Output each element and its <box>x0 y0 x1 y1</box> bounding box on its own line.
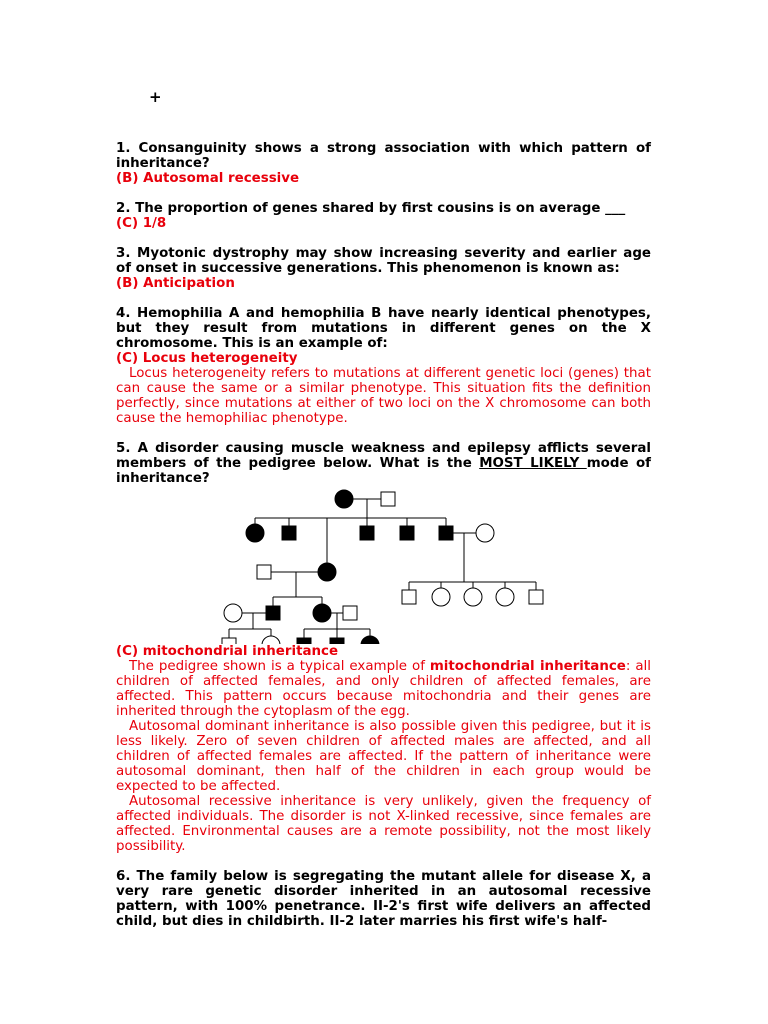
question-2: 2. The proportion of genes shared by first cousins is on average ___ <box>116 201 626 216</box>
pedigree-affected-male-II-3 <box>360 526 374 540</box>
pedigree-affected-male-II-2 <box>282 526 296 540</box>
pedigree-unaffected-male-I-2 <box>381 492 395 506</box>
question-1: 1. Consanguinity shows a strong association with which pattern of inheritance? <box>116 141 651 171</box>
answer-4: (C) Locus heterogeneity <box>116 351 298 366</box>
pedigree-unaffected-female-III-3 <box>432 588 450 606</box>
pedigree-unaffected-female-IV-spouse <box>224 604 242 622</box>
answer-3: (B) Anticipation <box>116 276 235 291</box>
explanation-5-para-2: Autosomal dominant inheritance is also possible given this pedigree, but it is less likely. Zero of seven children of affected males are affected, and all children of affected females are affected. If the pattern of inheritance were autosomal dominant, then half of the children in each group would be expected to be affected. <box>116 719 651 794</box>
question-5 <box>116 441 651 486</box>
explanation-5-text-a: The pedigree shown is a typical example of <box>129 659 430 674</box>
pedigree-unaffected-female-V-2 <box>262 636 280 644</box>
answer-1: (B) Autosomal recessive <box>116 171 300 186</box>
explanation-5-emphasis: mitochondrial inheritance <box>429 659 626 674</box>
answer-5: (C) mitochondrial inheritance <box>116 644 339 659</box>
pedigree-affected-female-I-1 <box>335 490 353 508</box>
pedigree-unaffected-male-III-6 <box>529 590 543 604</box>
pedigree-diagram <box>219 486 549 644</box>
pedigree-affected-female-V-5 <box>361 636 379 644</box>
question-5-text-b: mode of inheritance? <box>116 456 651 486</box>
question-3: 3. Myotonic dystrophy may show increasing severity and earlier age of onset in successive generations. This phenomenon is known as: <box>116 246 651 276</box>
pedigree-unaffected-female-III-5 <box>496 588 514 606</box>
explanation-5-text-c: : all children of affected females, and only children of affected females, are affected. This pattern occurs because mitochondria and their genes are inherited through the cytoplasm of the egg. <box>116 659 651 719</box>
question-5-emphasis: MOST LIKELY <box>479 456 587 471</box>
pedigree-affected-male-IV-1 <box>266 606 280 620</box>
explanation-4-text: Locus heterogeneity refers to mutations at different genetic loci (genes) that can cause the same or a similar phenotype. This situation fits the definition perfectly, since mutations at either of two loci on the X chromosome can both cause the hemophiliac phenotype. <box>116 366 651 426</box>
explanation-4 <box>116 366 651 426</box>
answer-2: (C) 1/8 <box>116 216 167 231</box>
pedigree-affected-female-III-1 <box>318 563 336 581</box>
question-4: 4. Hemophilia A and hemophilia B have nearly identical phenotypes, but they result from mutations in different genes on the X chromosome. This is an example of: <box>116 306 651 351</box>
pedigree-unaffected-female-III-4 <box>464 588 482 606</box>
pedigree-unaffected-male-III-spouse <box>257 565 271 579</box>
plus-marker: + <box>149 88 162 106</box>
question-6: 6. The family below is segregating the mutant allele for disease X, a very rare genetic disorder inherited in an autosomal recessive pattern, with 100% penetrance. II-2's first wife delivers an affected child, but dies in childbirth. II-2 later marries his first wife's half- <box>116 869 651 929</box>
question-5-text-a: 5. A disorder causing muscle weakness and epilepsy afflicts several members of the pedigree below. What is the <box>116 441 651 471</box>
pedigree-affected-male-II-4 <box>400 526 414 540</box>
pedigree-affected-male-II-5 <box>439 526 453 540</box>
pedigree-affected-female-IV-2 <box>313 604 331 622</box>
explanation-5-para-1 <box>116 659 651 719</box>
question-document <box>116 141 651 929</box>
pedigree-unaffected-female-II-5-spouse <box>476 524 494 542</box>
pedigree-unaffected-male-III-2 <box>402 590 416 604</box>
explanation-5-para-3: Autosomal recessive inheritance is very unlikely, given the frequency of affected individuals. The disorder is not X-linked recessive, since females are affected. Environmental causes are a remote possibility, not the most likely possibility. <box>116 794 651 854</box>
pedigree-affected-female-II-1 <box>246 524 264 542</box>
pedigree-unaffected-male-IV-2-spouse <box>343 606 357 620</box>
explanation-5 <box>116 659 651 854</box>
